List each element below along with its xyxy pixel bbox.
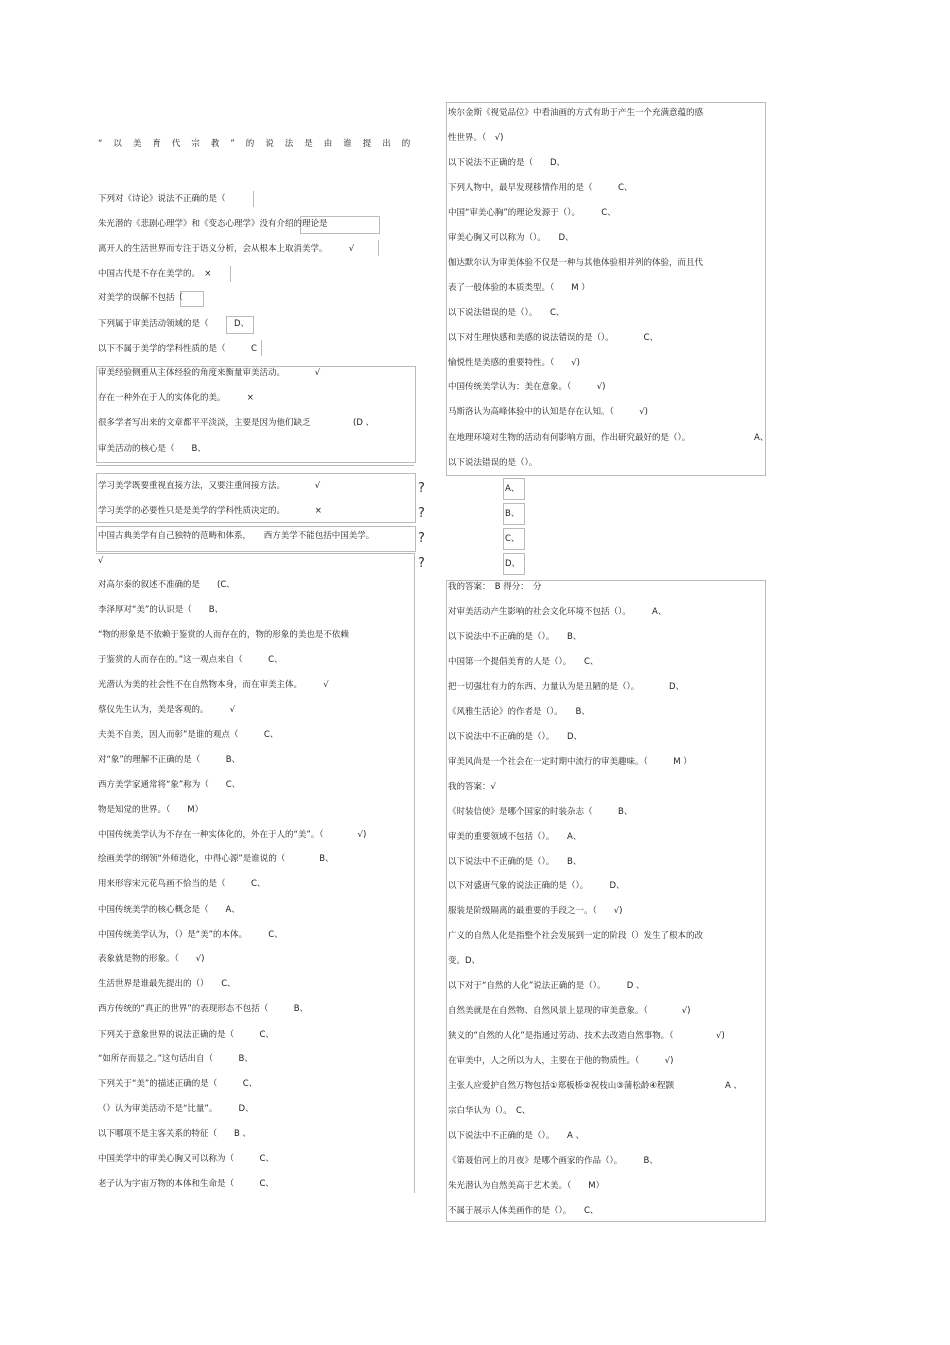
question-text: 《时装信使》是哪个国家的时装杂志（ B、 bbox=[448, 807, 633, 817]
question-text: 夫美不自美，因人而彰”是谁的观点（ C、 bbox=[98, 730, 279, 740]
left-rule bbox=[96, 465, 414, 466]
question-text: 《风雅生活论》的作者是（）。 B、 bbox=[448, 707, 590, 717]
question-text: 审美心胸又可以称为（）。 D、 bbox=[448, 233, 574, 243]
question-text: 主张人应爱护自然万物包括①郑板桥②祝枝山③蒲松龄④程颢 A 、 bbox=[448, 1081, 743, 1091]
question-text: 离开人的生活世界而专注于语义分析，会从根本上取消美学。 √ bbox=[98, 244, 355, 254]
question-text: 绘画美学的纲领“外师造化，中得心源”是谁说的（ B、 bbox=[98, 854, 334, 864]
question-text: 以下哪项不是主客关系的特征（ B 、 bbox=[98, 1129, 252, 1139]
answer-blank bbox=[230, 266, 231, 282]
question-text: 中国传统美学认为，（）是“美”的本体。 C、 bbox=[98, 930, 283, 940]
question-text: 蔡仪先生认为，美是客观的。 √ bbox=[98, 705, 236, 715]
question-text: 埃尔金斯《视觉品位》中看油画的方式有助于产生一个充满意蕴的感 bbox=[448, 108, 704, 118]
question-text: 《第聂伯河上的月夜》是哪个画家的作品（）。 B、 bbox=[448, 1156, 658, 1166]
question-text: 伽达默尔认为审美体验不仅是一种与其他体验相并列的体验，而且代 bbox=[448, 258, 704, 268]
question-text: 用来形容宋元花鸟画不恰当的是（ C、 bbox=[98, 879, 266, 889]
question-text: 中国传统美学认为不存在一种实体化的，外在于人的“美”。（ √) bbox=[98, 830, 367, 840]
question-text: 中国传统美学的核心概念是（ A、 bbox=[98, 905, 240, 915]
question-text: 以下说法中不正确的是（）。 B、 bbox=[448, 857, 582, 867]
question-text: 自然美就是在自然物、自然风景上显现的审美意象。（ √) bbox=[448, 1006, 691, 1016]
answer-option-a[interactable]: A、 bbox=[505, 484, 520, 494]
question-text: 中国“审美心胸”的理论发源于（）。 C、 bbox=[448, 208, 616, 218]
my-answer: 我的答案： B 得分： 分 bbox=[448, 582, 542, 592]
question-text: 以下说法不正确的是（ D、 bbox=[448, 158, 566, 168]
question-text: 光潜认为美的社会性不在自然物本身，而在审美主体。 √ bbox=[98, 680, 329, 690]
question-text: 以下说法错误的是（）。 C、 bbox=[448, 308, 565, 318]
question-text: 广义的自然人化是指整个社会发展到一定的阶段（）发生了根本的改 bbox=[448, 931, 704, 941]
question-text: 在审美中，人之所以为人，主要在于他的物质性。（ √) bbox=[448, 1056, 674, 1066]
question-text: 以下对生理快感和美感的说法错误的是（）。 C、 bbox=[448, 333, 658, 343]
question-text: 狭义的“自然的人化”是指通过劳动、技术去改造自然事物。（ √) bbox=[448, 1031, 725, 1041]
question-text: 中国传统美学认为：美在意象。（ √) bbox=[448, 382, 606, 392]
question-text: 表象就是物的形象。（ √) bbox=[98, 954, 205, 964]
question-text: 以下对于“自然的人化”说法正确的是（）。 D 、 bbox=[448, 981, 645, 991]
question-text: 物是知觉的世界。（ M） bbox=[98, 805, 204, 815]
question-text: 审美经验侧重从主体经验的角度来衡量审美活动。 √ bbox=[98, 368, 321, 378]
question-text: 审美的重要领域不包括（）。 A、 bbox=[448, 832, 582, 842]
answer-blank bbox=[378, 240, 379, 256]
question-text: 服装是阶级隔离的最重要的手段之一。（ √) bbox=[448, 906, 623, 916]
question-text: 西方传统的“真正的世界”的表现形态不包括（ B、 bbox=[98, 1004, 309, 1014]
question-text: 中国古代是不存在美学的。 × bbox=[98, 269, 212, 279]
answer-option-b[interactable]: B、 bbox=[505, 509, 520, 519]
question-text: 宗白华认为（）。 C、 bbox=[448, 1106, 531, 1116]
question-text: 朱光潜认为自然美高于艺术美。（ M） bbox=[448, 1181, 605, 1191]
left-vertical-rule bbox=[414, 553, 415, 1193]
answer-blank bbox=[253, 191, 254, 207]
question-text: 变。D、 bbox=[448, 956, 481, 966]
question-text: 对“象”的理解不正确的是（ B、 bbox=[98, 755, 241, 765]
question-text: “以美育代宗教”的说法是由谁提出的 bbox=[98, 139, 422, 149]
question-text: 审美风尚是一个社会在一定时期中流行的审美趣味。（ M ） bbox=[448, 757, 692, 767]
question-mark: ? bbox=[418, 556, 425, 571]
question-text: 在地理环境对生物的活动有何影响方面，作出研究最好的是（）。 A、 bbox=[448, 433, 769, 443]
question-text: 学习美学既要重视直接方法，又要注重间接方法。 √ bbox=[98, 481, 321, 491]
question-text: 朱光潜的《悲剧心理学》和《变态心理学》没有介绍的理论是 bbox=[98, 219, 328, 229]
question-text: 以下说法中不正确的是（）。 D、 bbox=[448, 732, 583, 742]
question-text: 愉悦性是美感的重要特性。（ √) bbox=[448, 358, 580, 368]
question-text: 下列对《诗论》说法不正确的是（ bbox=[98, 194, 226, 204]
question-text: 存在一种外在于人的实体化的美。 × bbox=[98, 393, 254, 403]
question-text: 对高尔泰的叙述不准确的是 (C、 bbox=[98, 580, 235, 590]
answer-blank bbox=[180, 291, 204, 307]
my-answer: 我的答案：√ bbox=[448, 782, 496, 792]
question-mark: ? bbox=[418, 506, 425, 521]
answer-blank bbox=[261, 340, 262, 356]
question-text: 学习美学的必要性只是是美学的学科性质决定的。 × bbox=[98, 506, 322, 516]
question-text: 审美活动的核心是（ B、 bbox=[98, 444, 206, 454]
answer-option-d[interactable]: D、 bbox=[505, 559, 521, 569]
question-text: 中国古典美学有自己独特的范畴和体系， 西方美学不能包括中国美学。 bbox=[98, 531, 375, 541]
question-text: 表了一般体验的本质类型。（ M ） bbox=[448, 283, 590, 293]
question-text: 生活世界是谁最先提出的（） C、 bbox=[98, 979, 236, 989]
question-text: 以下对盛唐气象的说法正确的是（）。 D、 bbox=[448, 881, 625, 891]
question-text: 下列属于审美活动领域的是（ D、 bbox=[98, 319, 250, 329]
question-text: 老子认为宇宙万物的本体和生命是（ C、 bbox=[98, 1179, 274, 1189]
question-text: 对美学的误解不包括（ bbox=[98, 293, 184, 303]
question-text: 性世界。（ √) bbox=[448, 133, 504, 143]
question-mark: ? bbox=[418, 481, 425, 496]
question-text: 中国美学中的审美心胸又可以称为（ C、 bbox=[98, 1154, 274, 1164]
question-text: “物的形象是不依赖于鉴赏的人而存在的，物的形象的美也是不依赖 bbox=[98, 630, 349, 640]
question-text: 马斯洛认为高峰体验中的认知是存在认知。（ √) bbox=[448, 407, 648, 417]
question-text: 不属于展示人体美画作的是（）。 C、 bbox=[448, 1206, 599, 1216]
question-text: （）认为审美活动不是“比量”。 D、 bbox=[98, 1104, 254, 1114]
question-text: 西方美学家通常将“象”称为（ C、 bbox=[98, 780, 241, 790]
question-text: “如所存而显之。”这句话出自（ B、 bbox=[98, 1054, 253, 1064]
question-text: 以下说法中不正确的是（）。 B、 bbox=[448, 632, 582, 642]
question-text: 对审美活动产生影响的社会文化环境不包括（）。 A、 bbox=[448, 607, 667, 617]
question-text: 以下说法中不正确的是（）。 A 、 bbox=[448, 1131, 585, 1141]
question-text: 以下不属于美学的学科性质的是（ C bbox=[98, 344, 257, 354]
question-text: 下列关于意象世界的说法正确的是（ C、 bbox=[98, 1030, 274, 1040]
question-text: 于鉴赏的人而存在的。”这一观点来自（ C、 bbox=[98, 655, 283, 665]
question-text: 李泽厚对“美”的认识是（ B、 bbox=[98, 605, 224, 615]
question-text: 下列人物中，最早发现移情作用的是（ C、 bbox=[448, 183, 633, 193]
left-rule bbox=[96, 553, 414, 554]
right-box-bottom bbox=[446, 580, 766, 1222]
question-text: 以下说法错误的是（）。 bbox=[448, 458, 538, 468]
question-text: 很多学者写出来的文章都平平淡淡，主要是因为他们缺乏 (D 、 bbox=[98, 418, 375, 428]
question-text: 中国第一个提倡美育的人是（）。 C、 bbox=[448, 657, 599, 667]
question-text: √ bbox=[98, 556, 104, 566]
question-text: 把一切强壮有力的东西、力量认为是丑陋的是（）。 D、 bbox=[448, 682, 685, 692]
answer-option-c[interactable]: C、 bbox=[505, 534, 520, 544]
question-text: 下列关于“美”的描述正确的是（ C、 bbox=[98, 1079, 258, 1089]
question-mark: ? bbox=[418, 531, 425, 546]
